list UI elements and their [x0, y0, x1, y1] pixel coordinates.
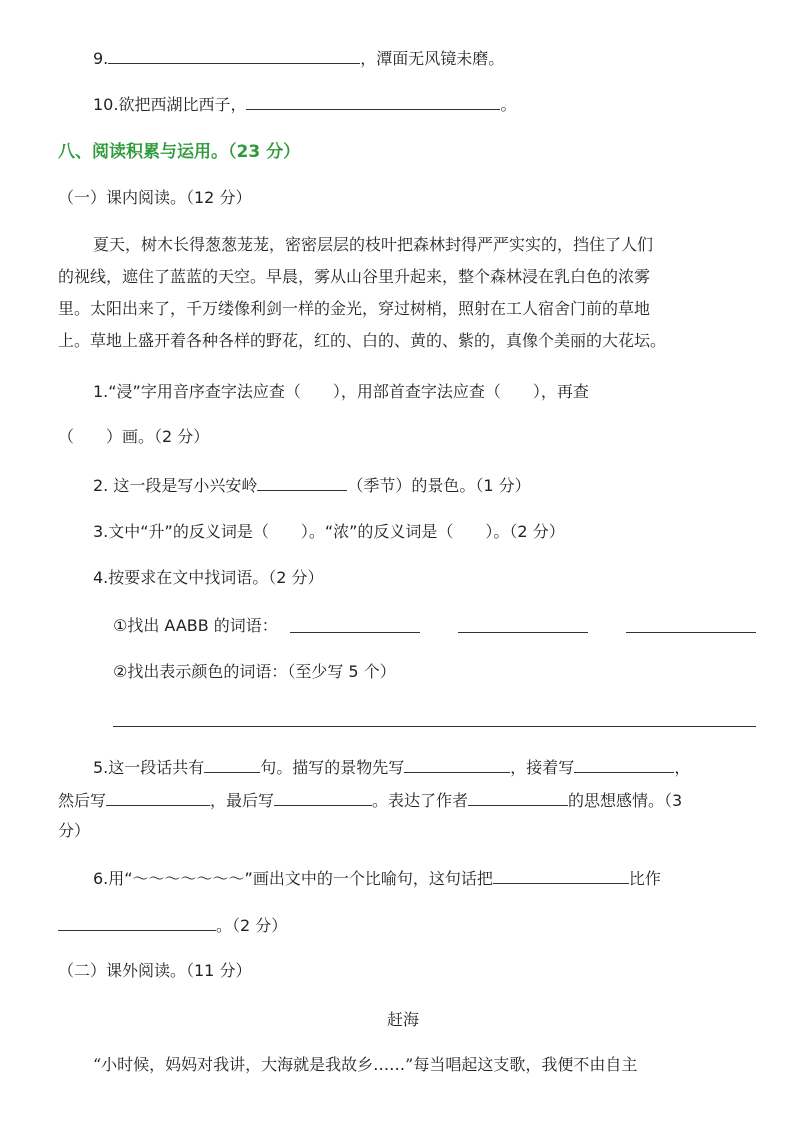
question-10 [93, 93, 516, 116]
answer-blank[interactable] [106, 789, 210, 806]
question-4-1 [113, 615, 278, 637]
q5-text: 句。描写的景物先写 [260, 758, 405, 777]
article-line: “小时候，妈妈对我讲，大海就是我故乡……”每当唱起这支歌，我便不由自主 [93, 1055, 638, 1074]
answer-blank[interactable] [204, 756, 260, 773]
answer-blank[interactable] [626, 632, 756, 633]
passage-line: 里。太阳出来了，千万缕像利剑一样的金光，穿过树梢，照射在工人宿舍门前的草地 [58, 299, 651, 318]
passage-line: 夏天，树木长得葱葱茏茏，密密层层的枝叶把森林封得严严实实的，挡住了人们 [93, 235, 654, 254]
question-1-cont: （ ）画。（2 分） [58, 427, 210, 446]
q9-text: ，潭面无风镜未磨。 [360, 49, 505, 68]
question-9 [93, 47, 504, 70]
q6-text: 比作 [628, 869, 661, 888]
question-5 [93, 756, 690, 779]
answer-line[interactable] [113, 726, 756, 727]
answer-blank[interactable] [108, 47, 360, 64]
question-2 [93, 474, 531, 497]
question-5-cont: 分） [58, 821, 91, 840]
q5-text: ，最后写 [210, 791, 275, 810]
question-6-cont [58, 914, 287, 937]
answer-blank[interactable] [404, 756, 510, 773]
section-8-title: 八、阅读积累与运用。（23 分） [58, 142, 301, 162]
answer-blank[interactable] [257, 474, 347, 491]
answer-blank[interactable] [274, 789, 372, 806]
question-4: 4.按要求在文中找词语。（2 分） [93, 568, 324, 587]
part-1-title: （一）课内阅读。（12 分） [58, 188, 252, 207]
question-1: 1.“浸”字用音序查字法应查（ ），用部首查字法应查（ ），再查 [93, 382, 589, 401]
q5-text: 的思想感情。（3 [568, 791, 683, 810]
q4-1-text: ①找出 AABB 的词语： [113, 616, 278, 635]
passage-line: 的视线，遮住了蓝蓝的天空。早晨，雾从山谷里升起来，整个森林浸在乳白色的浓雾 [58, 267, 651, 286]
answer-blank[interactable] [246, 93, 500, 110]
q10-text: 10.欲把西湖比西子， [93, 95, 247, 114]
answer-blank[interactable] [493, 867, 629, 884]
q2-text: 2. 这一段是写小兴安岭 [93, 476, 258, 495]
answer-blank[interactable] [458, 632, 588, 633]
q6-text: 6.用“～～～～～～～”画出文中的一个比喻句，这句话把 [93, 869, 493, 888]
q2-tail: （季节）的景色。（1 分） [347, 476, 531, 495]
q5-text: 5.这一段话共有 [93, 758, 205, 777]
answer-blank[interactable] [574, 756, 674, 773]
q6-tail: 。（2 分） [216, 916, 288, 935]
answer-blank[interactable] [58, 914, 216, 931]
q5-text: 然后写 [58, 791, 107, 810]
q9-number: 9. [93, 49, 109, 68]
answer-blank[interactable] [290, 632, 420, 633]
question-5-cont [58, 789, 682, 812]
q10-tail: 。 [500, 95, 517, 114]
q5-text: 。表达了作者 [372, 791, 469, 810]
article-title: 赶海 [387, 1010, 420, 1029]
q5-text: ，接着写 [510, 758, 575, 777]
question-6 [93, 867, 661, 890]
passage-line: 上。草地上盛开着各种各样的野花，红的、白的、黄的、紫的，真像个美丽的大花坛。 [58, 331, 667, 350]
question-3: 3.文中“升”的反义词是（ ）。“浓”的反义词是（ ）。（2 分） [93, 522, 565, 541]
question-4-2: ②找出表示颜色的词语：（至少写 5 个） [113, 662, 396, 681]
q5-text: ， [674, 758, 691, 777]
part-2-title: （二）课外阅读。（11 分） [58, 961, 252, 980]
answer-blank[interactable] [468, 789, 568, 806]
